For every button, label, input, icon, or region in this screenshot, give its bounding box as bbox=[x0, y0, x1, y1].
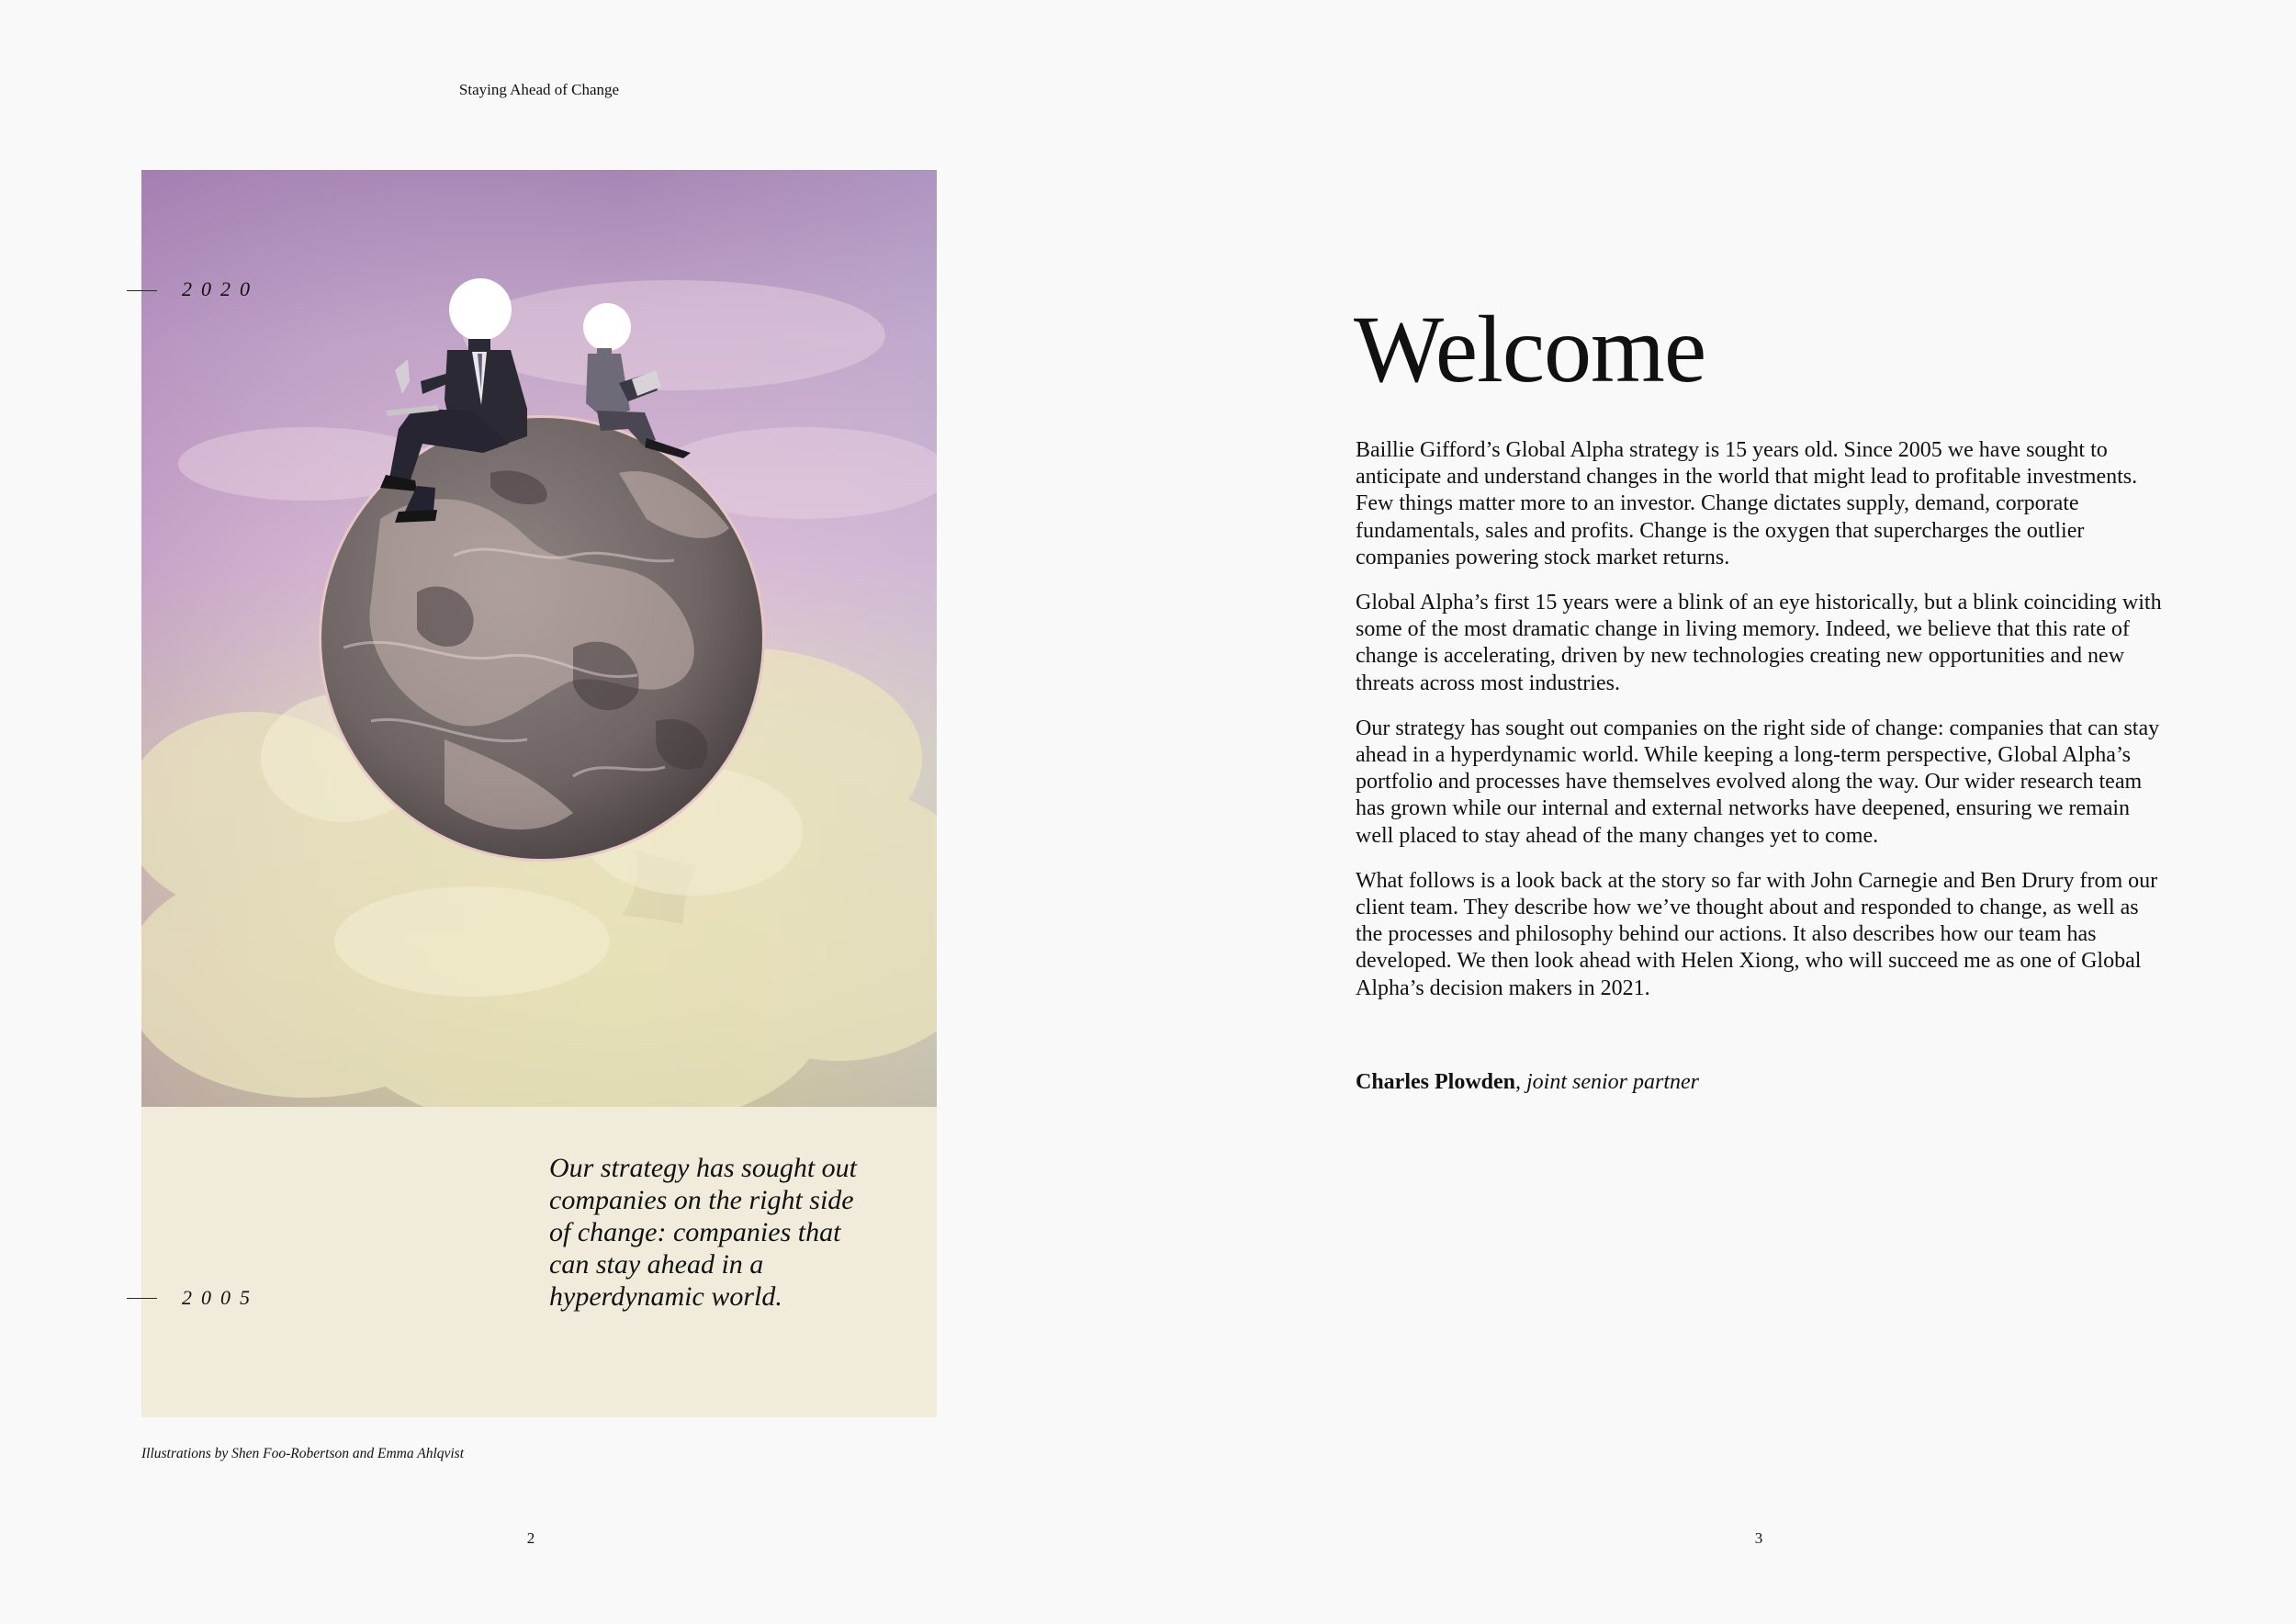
timeline-year-top: 2020 bbox=[182, 277, 259, 300]
page-title: Welcome bbox=[1354, 297, 1706, 402]
body-paragraph: Global Alpha’s first 15 years were a blink of an eye historically, but a blink coinciding with some of the most dramatic change in living memory. Indeed, we believe that this rate of change is accelerating, driven by new technologies creating new opportunities and new threats across most industries. bbox=[1356, 591, 2162, 695]
body-paragraph: Baillie Gifford’s Global Alpha strategy is 15 years old. Since 2005 we have sought to anticipate and understand changes in the world that might lead to profitable investments. Few things matter more to an investor. Change dictates supply, demand, corporate fundamentals, sales and profits. Change is the oxygen that supercharges the outlier companies powering stock market returns. bbox=[1356, 438, 2138, 570]
signature bbox=[1356, 1068, 1699, 1096]
pull-quote: Our strategy has sought out companies on the right side of change: companies that can stay ahead in a hyperdynamic world. bbox=[549, 1153, 858, 1312]
timeline-tick-top bbox=[127, 290, 157, 291]
page-number-left: 2 bbox=[526, 1529, 535, 1547]
body-paragraph: Our strategy has sought out companies on the right side of change: companies that can stay ahead in a hyperdynamic world. While keeping a long-term perspective, Global Alpha’s portfolio and processes have themselves evolved along the way. Our wider research team has grown while our internal and external networks have deepened, ensuring we remain well placed to stay ahead of the many changes yet to come. bbox=[1356, 716, 2160, 848]
body-paragraph: What follows is a look back at the story so far with John Carnegie and Ben Drury from our client team. They describe how we’ve thought about and responded to change, as well as the processes and philosophy behind our actions. It also describes how our team has developed. We then look ahead with Helen Xiong, who will succeed me as one of Global Alpha’s decision makers in 2021. bbox=[1356, 868, 2158, 1000]
body-text bbox=[1356, 437, 2164, 1021]
timeline-year-bottom: 2005 bbox=[182, 1286, 259, 1309]
cover-illustration bbox=[141, 170, 937, 1107]
illustration-credits: Illustrations by Shen Foo-Robertson and Emma Ahlqvist bbox=[141, 1446, 465, 1461]
signature-name: Charles Plowden bbox=[1356, 1070, 1515, 1094]
signature-role: , joint senior partner bbox=[1515, 1070, 1700, 1094]
timeline-tick-bottom bbox=[127, 1298, 157, 1299]
page-number-right: 3 bbox=[1754, 1529, 1763, 1547]
running-head: Staying Ahead of Change bbox=[458, 81, 620, 98]
